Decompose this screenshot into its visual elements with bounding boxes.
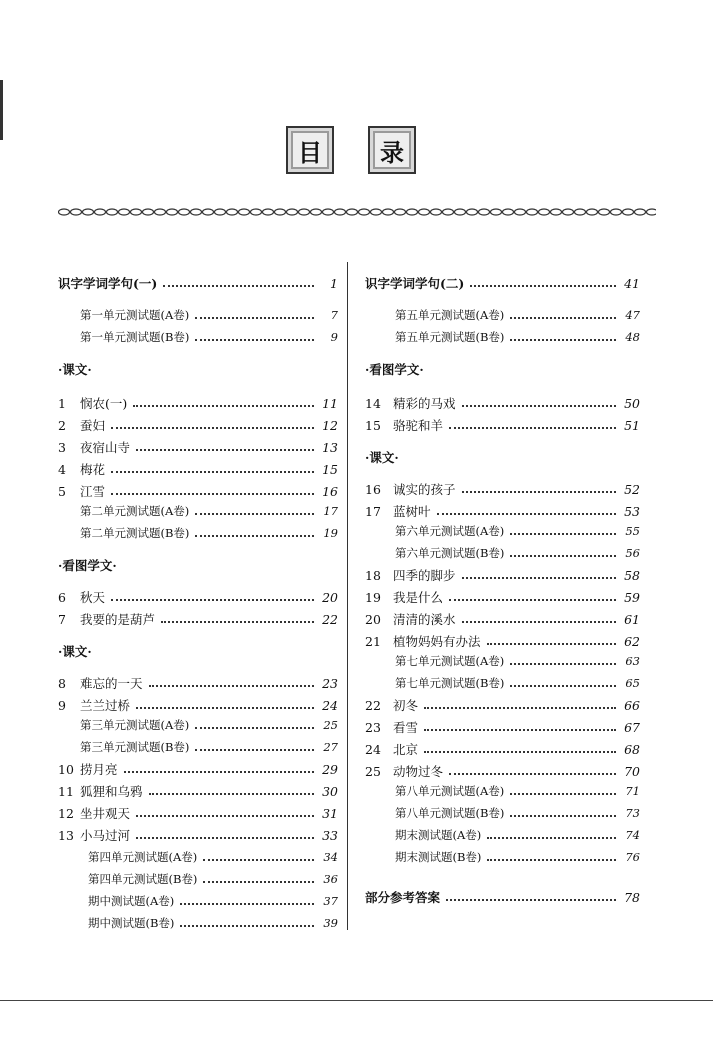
toc-sub-entry bbox=[365, 326, 640, 348]
leader-dots bbox=[424, 729, 616, 731]
entry-label: 第五单元测试题(A卷) bbox=[395, 308, 505, 322]
toc-sub-entry bbox=[365, 802, 640, 824]
entry-label: 我要的是葫芦 bbox=[80, 612, 156, 627]
toc-entry bbox=[365, 392, 640, 414]
entry-label: 第一单元测试题(A卷) bbox=[80, 308, 190, 322]
leader-dots bbox=[111, 599, 314, 601]
title-char-1: 目 bbox=[293, 133, 327, 167]
entry-page-number: 48 bbox=[625, 330, 640, 344]
entry-label: 小马过河 bbox=[80, 828, 131, 843]
section-heading: ·课文· bbox=[365, 450, 399, 465]
toc-sub-entry bbox=[365, 846, 640, 868]
leader-dots bbox=[136, 815, 314, 817]
entry-label: 秋天 bbox=[80, 590, 106, 605]
title-char-2: 录 bbox=[375, 133, 409, 167]
leader-dots bbox=[136, 707, 314, 709]
entry-number: 24 bbox=[365, 741, 381, 757]
entry-label: 悯农(一) bbox=[80, 396, 128, 411]
entry-label: 第五单元测试题(B卷) bbox=[395, 330, 505, 344]
leader-dots bbox=[180, 925, 314, 927]
toc-sub-entry bbox=[365, 542, 640, 564]
entry-label: 第四单元测试题(A卷) bbox=[88, 850, 198, 864]
leader-dots bbox=[149, 685, 314, 687]
toc-entry bbox=[58, 758, 338, 780]
leader-dots bbox=[510, 793, 616, 795]
entry-page-number: 12 bbox=[322, 417, 338, 433]
toc-entry bbox=[58, 480, 338, 502]
entry-page-number: 7 bbox=[330, 308, 338, 322]
entry-page-number: 31 bbox=[322, 805, 338, 821]
entry-label: 夜宿山寺 bbox=[80, 440, 131, 455]
entry-page-number: 33 bbox=[322, 827, 338, 843]
leader-dots bbox=[161, 621, 314, 623]
entry-label: 梅花 bbox=[80, 462, 106, 477]
leader-dots bbox=[111, 427, 314, 429]
entry-page-number: 55 bbox=[625, 524, 640, 538]
entry-label: 第六单元测试题(B卷) bbox=[395, 546, 505, 560]
entry-page-number: 15 bbox=[322, 461, 338, 477]
toc-entry bbox=[58, 392, 338, 414]
toc-sub-entry bbox=[58, 890, 338, 912]
entry-page-number: 37 bbox=[323, 894, 338, 908]
entry-page-number: 30 bbox=[322, 783, 338, 799]
entry-number: 15 bbox=[365, 417, 381, 433]
entry-page-number: 78 bbox=[624, 889, 640, 905]
entry-label: 骆驼和羊 bbox=[393, 418, 444, 433]
entry-label: 第八单元测试题(A卷) bbox=[395, 784, 505, 798]
entry-page-number: 51 bbox=[624, 417, 640, 433]
entry-label: 狐狸和乌鸦 bbox=[80, 784, 143, 799]
entry-page-number: 63 bbox=[625, 654, 640, 668]
entry-number: 2 bbox=[58, 417, 66, 433]
leader-dots bbox=[203, 859, 314, 861]
entry-page-number: 74 bbox=[625, 828, 640, 842]
toc-entry bbox=[365, 564, 640, 586]
leader-dots bbox=[446, 899, 616, 901]
title-box-2 bbox=[368, 126, 416, 174]
entry-number: 5 bbox=[58, 483, 66, 499]
entry-page-number: 16 bbox=[322, 483, 338, 499]
entry-label: 识字学词学句(一) bbox=[58, 276, 158, 291]
entry-number: 9 bbox=[58, 697, 66, 713]
entry-label: 第二单元测试题(A卷) bbox=[80, 504, 190, 518]
leader-dots bbox=[111, 493, 314, 495]
entry-number: 4 bbox=[58, 461, 66, 477]
entry-page-number: 25 bbox=[323, 718, 338, 732]
section-heading: ·看图学文· bbox=[58, 558, 117, 573]
entry-number: 6 bbox=[58, 589, 66, 605]
entry-number: 7 bbox=[58, 611, 66, 627]
entry-label: 第一单元测试题(B卷) bbox=[80, 330, 190, 344]
leader-dots bbox=[510, 663, 616, 665]
entry-label: 北京 bbox=[393, 742, 419, 757]
entry-page-number: 20 bbox=[322, 589, 338, 605]
toc-sub-entry bbox=[365, 672, 640, 694]
entry-label: 期末测试题(A卷) bbox=[395, 828, 482, 842]
section-heading: ·课文· bbox=[58, 362, 92, 377]
leader-dots bbox=[510, 815, 616, 817]
toc-entry bbox=[58, 802, 338, 824]
entry-label: 蚕妇 bbox=[80, 418, 106, 433]
leader-dots bbox=[487, 643, 616, 645]
column-divider bbox=[347, 262, 348, 930]
entry-page-number: 53 bbox=[624, 503, 640, 519]
leader-dots bbox=[449, 599, 616, 601]
leader-dots bbox=[424, 751, 616, 753]
entry-label: 难忘的一天 bbox=[80, 676, 143, 691]
leader-dots bbox=[510, 555, 616, 557]
leader-dots bbox=[111, 471, 314, 473]
leader-dots bbox=[470, 285, 616, 287]
toc-sub-entry bbox=[58, 714, 338, 736]
entry-page-number: 13 bbox=[322, 439, 338, 455]
toc-sub-entry bbox=[365, 780, 640, 802]
toc-sub-entry bbox=[58, 522, 338, 544]
entry-label: 江雪 bbox=[80, 484, 106, 499]
entry-number: 3 bbox=[58, 439, 66, 455]
toc-sub-entry bbox=[58, 912, 338, 934]
entry-number: 19 bbox=[365, 589, 381, 605]
entry-number: 1 bbox=[58, 395, 66, 411]
entry-number: 12 bbox=[58, 805, 74, 821]
entry-number: 23 bbox=[365, 719, 381, 735]
leader-dots bbox=[510, 339, 616, 341]
bottom-rule bbox=[0, 1000, 713, 1001]
toc-sub-entry bbox=[58, 868, 338, 890]
entry-label: 识字学词学句(二) bbox=[365, 276, 465, 291]
leader-dots bbox=[195, 513, 314, 515]
entry-label: 第八单元测试题(B卷) bbox=[395, 806, 505, 820]
leader-dots bbox=[510, 317, 616, 319]
entry-label: 精彩的马戏 bbox=[393, 396, 456, 411]
entry-label: 初冬 bbox=[393, 698, 419, 713]
entry-number: 10 bbox=[58, 761, 74, 777]
entry-page-number: 36 bbox=[323, 872, 338, 886]
entry-label: 部分参考答案 bbox=[365, 890, 441, 905]
toc-entry bbox=[58, 694, 338, 716]
entry-page-number: 39 bbox=[323, 916, 338, 930]
toc-sub-entry bbox=[58, 846, 338, 868]
toc-entry bbox=[58, 608, 338, 630]
entry-number: 8 bbox=[58, 675, 66, 691]
entry-number: 18 bbox=[365, 567, 381, 583]
entry-label: 期中测试题(A卷) bbox=[88, 894, 175, 908]
entry-label: 坐井观天 bbox=[80, 806, 131, 821]
toc-sub-entry bbox=[365, 304, 640, 326]
toc-entry bbox=[365, 694, 640, 716]
leader-dots bbox=[195, 727, 314, 729]
toc-sub-entry bbox=[58, 736, 338, 758]
toc-entry bbox=[58, 458, 338, 480]
entry-page-number: 17 bbox=[323, 504, 338, 518]
entry-page-number: 62 bbox=[624, 633, 640, 649]
section-heading: ·课文· bbox=[58, 644, 92, 659]
entry-number: 14 bbox=[365, 395, 381, 411]
toc-entry bbox=[365, 716, 640, 738]
entry-page-number: 23 bbox=[322, 675, 338, 691]
toc-entry bbox=[58, 586, 338, 608]
entry-page-number: 41 bbox=[624, 275, 640, 291]
toc-sub-entry bbox=[58, 500, 338, 522]
toc-entry bbox=[365, 760, 640, 782]
toc-title bbox=[0, 126, 713, 176]
leader-dots bbox=[124, 771, 314, 773]
entry-label: 植物妈妈有办法 bbox=[393, 634, 481, 649]
entry-label: 我是什么 bbox=[393, 590, 444, 605]
entry-page-number: 29 bbox=[322, 761, 338, 777]
title-box-1 bbox=[286, 126, 334, 174]
toc-entry bbox=[365, 414, 640, 436]
entry-page-number: 9 bbox=[330, 330, 338, 344]
entry-page-number: 73 bbox=[625, 806, 640, 820]
entry-label: 第四单元测试题(B卷) bbox=[88, 872, 198, 886]
toc-sub-entry bbox=[365, 650, 640, 672]
leader-dots bbox=[136, 837, 314, 839]
leader-dots bbox=[437, 513, 616, 515]
toc-entry bbox=[58, 824, 338, 846]
leader-dots bbox=[149, 793, 314, 795]
entry-page-number: 50 bbox=[624, 395, 640, 411]
entry-label: 第七单元测试题(A卷) bbox=[395, 654, 505, 668]
toc-entry bbox=[365, 608, 640, 630]
leader-dots bbox=[462, 491, 616, 493]
entry-page-number: 68 bbox=[624, 741, 640, 757]
entry-page-number: 19 bbox=[323, 526, 338, 540]
entry-page-number: 22 bbox=[322, 611, 338, 627]
entry-label: 四季的脚步 bbox=[393, 568, 456, 583]
entry-page-number: 34 bbox=[323, 850, 338, 864]
entry-page-number: 24 bbox=[322, 697, 338, 713]
toc-entry bbox=[365, 886, 640, 908]
toc-sub-entry bbox=[365, 520, 640, 542]
entry-page-number: 1 bbox=[330, 275, 338, 291]
entry-page-number: 47 bbox=[625, 308, 640, 322]
toc-entry bbox=[58, 436, 338, 458]
entry-label: 第三单元测试题(A卷) bbox=[80, 718, 190, 732]
entry-label: 第二单元测试题(B卷) bbox=[80, 526, 190, 540]
toc-entry bbox=[365, 272, 640, 294]
entry-page-number: 66 bbox=[624, 697, 640, 713]
entry-label: 第七单元测试题(B卷) bbox=[395, 676, 505, 690]
entry-label: 捞月亮 bbox=[80, 762, 118, 777]
entry-number: 17 bbox=[365, 503, 381, 519]
entry-page-number: 58 bbox=[624, 567, 640, 583]
leader-dots bbox=[163, 285, 314, 287]
entry-number: 22 bbox=[365, 697, 381, 713]
entry-label: 看雪 bbox=[393, 720, 419, 735]
toc-entry bbox=[365, 586, 640, 608]
toc-entry bbox=[365, 478, 640, 500]
leader-dots bbox=[195, 339, 314, 341]
leader-dots bbox=[180, 903, 314, 905]
leader-dots bbox=[487, 859, 616, 861]
leader-dots bbox=[487, 837, 616, 839]
entry-label: 期末测试题(B卷) bbox=[395, 850, 482, 864]
leader-dots bbox=[449, 773, 616, 775]
entry-label: 第六单元测试题(A卷) bbox=[395, 524, 505, 538]
leader-dots bbox=[195, 749, 314, 751]
leader-dots bbox=[424, 707, 616, 709]
entry-label: 第三单元测试题(B卷) bbox=[80, 740, 190, 754]
leader-dots bbox=[133, 405, 314, 407]
entry-label: 动物过冬 bbox=[393, 764, 444, 779]
toc-sub-entry bbox=[365, 824, 640, 846]
toc-entry bbox=[365, 500, 640, 522]
entry-number: 20 bbox=[365, 611, 381, 627]
entry-page-number: 56 bbox=[625, 546, 640, 560]
section-heading: ·看图学文· bbox=[365, 362, 424, 377]
leader-dots bbox=[195, 317, 314, 319]
toc-entry bbox=[58, 672, 338, 694]
leader-dots bbox=[462, 621, 616, 623]
leader-dots bbox=[510, 533, 616, 535]
entry-label: 清清的溪水 bbox=[393, 612, 456, 627]
entry-page-number: 52 bbox=[624, 481, 640, 497]
leader-dots bbox=[449, 427, 616, 429]
toc-entry bbox=[58, 780, 338, 802]
entry-page-number: 76 bbox=[625, 850, 640, 864]
entry-label: 蓝树叶 bbox=[393, 504, 431, 519]
leader-dots bbox=[510, 685, 616, 687]
toc-sub-entry bbox=[58, 326, 338, 348]
leader-dots bbox=[462, 577, 616, 579]
entry-number: 25 bbox=[365, 763, 381, 779]
toc-entry bbox=[365, 738, 640, 760]
toc-entry bbox=[365, 630, 640, 652]
entry-label: 诚实的孩子 bbox=[393, 482, 456, 497]
entry-page-number: 27 bbox=[323, 740, 338, 754]
entry-page-number: 59 bbox=[624, 589, 640, 605]
entry-page-number: 67 bbox=[624, 719, 640, 735]
entry-page-number: 11 bbox=[322, 395, 338, 411]
decorative-border bbox=[58, 204, 656, 220]
entry-number: 11 bbox=[58, 783, 74, 799]
entry-page-number: 65 bbox=[625, 676, 640, 690]
entry-label: 期中测试题(B卷) bbox=[88, 916, 175, 930]
entry-label: 兰兰过桥 bbox=[80, 698, 131, 713]
leader-dots bbox=[195, 535, 314, 537]
entry-page-number: 71 bbox=[625, 784, 640, 798]
entry-page-number: 70 bbox=[624, 763, 640, 779]
leader-dots bbox=[136, 449, 314, 451]
leader-dots bbox=[203, 881, 314, 883]
entry-number: 16 bbox=[365, 481, 381, 497]
leader-dots bbox=[462, 405, 616, 407]
entry-number: 13 bbox=[58, 827, 74, 843]
entry-number: 21 bbox=[365, 633, 381, 649]
toc-entry bbox=[58, 414, 338, 436]
toc-sub-entry bbox=[58, 304, 338, 326]
entry-page-number: 61 bbox=[624, 611, 640, 627]
toc-entry bbox=[58, 272, 338, 294]
